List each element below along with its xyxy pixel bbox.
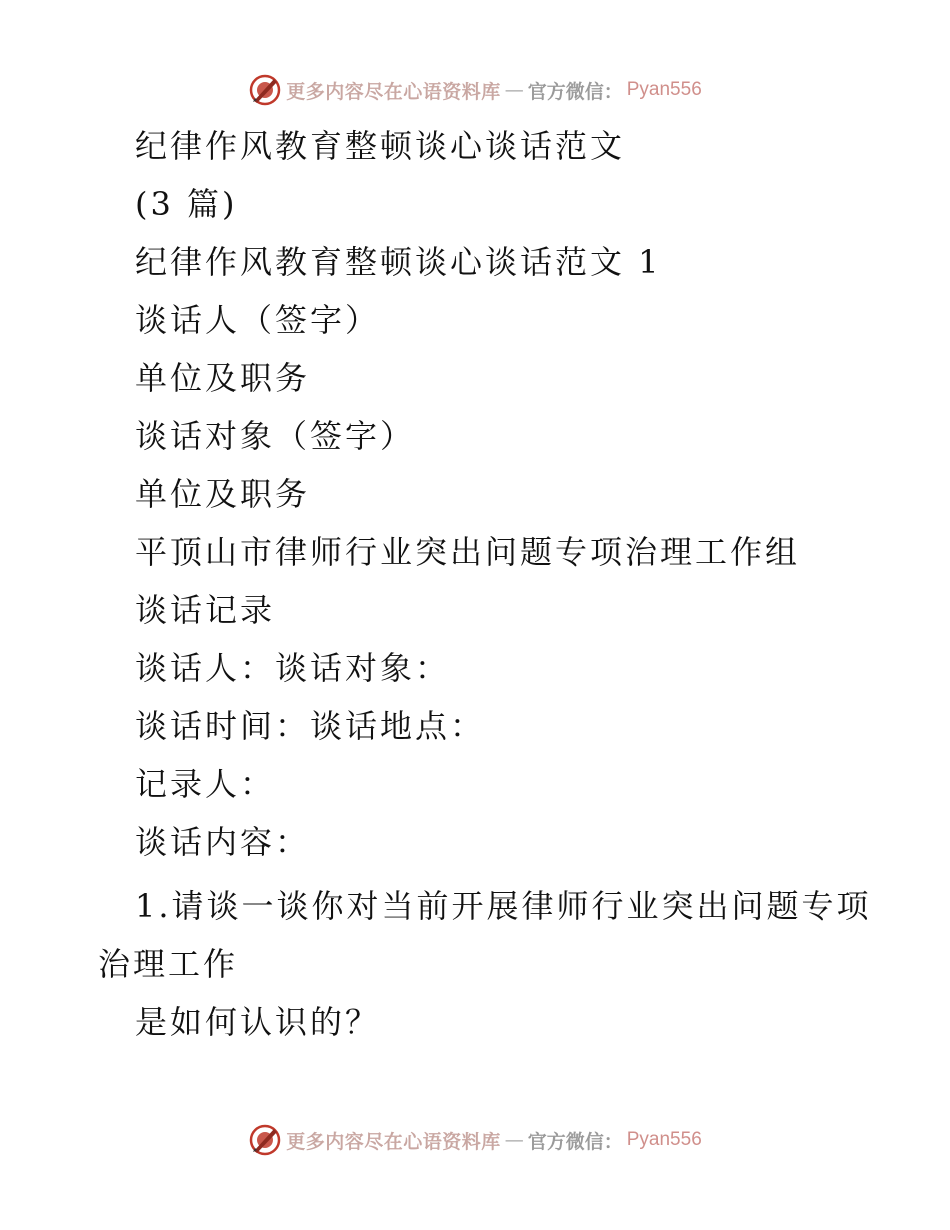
text-line: 谈话人：谈话对象： (135, 649, 451, 687)
section-heading: 纪律作风教育整顿谈心谈话范文 1 (135, 243, 662, 281)
text-line: 平顶山市律师行业突出问题专项治理工作组 (135, 533, 801, 571)
quill-seal-icon (248, 73, 282, 107)
text-line: 谈话人（签字） (135, 301, 381, 339)
banner-official-label: 官方微信： (527, 80, 623, 103)
text-line: 治理工作 (98, 945, 239, 983)
text-line: 谈话对象（签字） (135, 417, 416, 455)
text-line: 谈话记录 (135, 591, 276, 629)
text-line: 谈话时间：谈话地点： (135, 707, 486, 745)
document-subtitle: (3 篇) (135, 185, 238, 223)
text-line: 单位及职务 (135, 475, 311, 513)
text-line: 谈话内容： (135, 823, 311, 861)
text-line: 记录人： (135, 765, 276, 803)
banner-separator: — (504, 1129, 524, 1151)
banner-separator: — (504, 79, 524, 101)
banner-wechat-id: Pyan556 (626, 79, 702, 100)
document-title: 纪律作风教育整顿谈心谈话范文 (135, 127, 626, 165)
banner-official-label: 官方微信： (527, 1130, 623, 1153)
quill-seal-icon (248, 1123, 282, 1157)
banner-text: 更多内容尽在心语资料库 (286, 80, 501, 103)
text-line: 是如何认识的？ (135, 1003, 381, 1041)
header-banner (0, 70, 950, 110)
text-line: 单位及职务 (135, 359, 311, 397)
banner-text: 更多内容尽在心语资料库 (286, 1130, 501, 1153)
banner-wechat-id: Pyan556 (626, 1129, 702, 1150)
text-line: 1.请谈一谈你对当前开展律师行业突出问题专项 (135, 887, 872, 925)
footer-banner (0, 1120, 950, 1160)
